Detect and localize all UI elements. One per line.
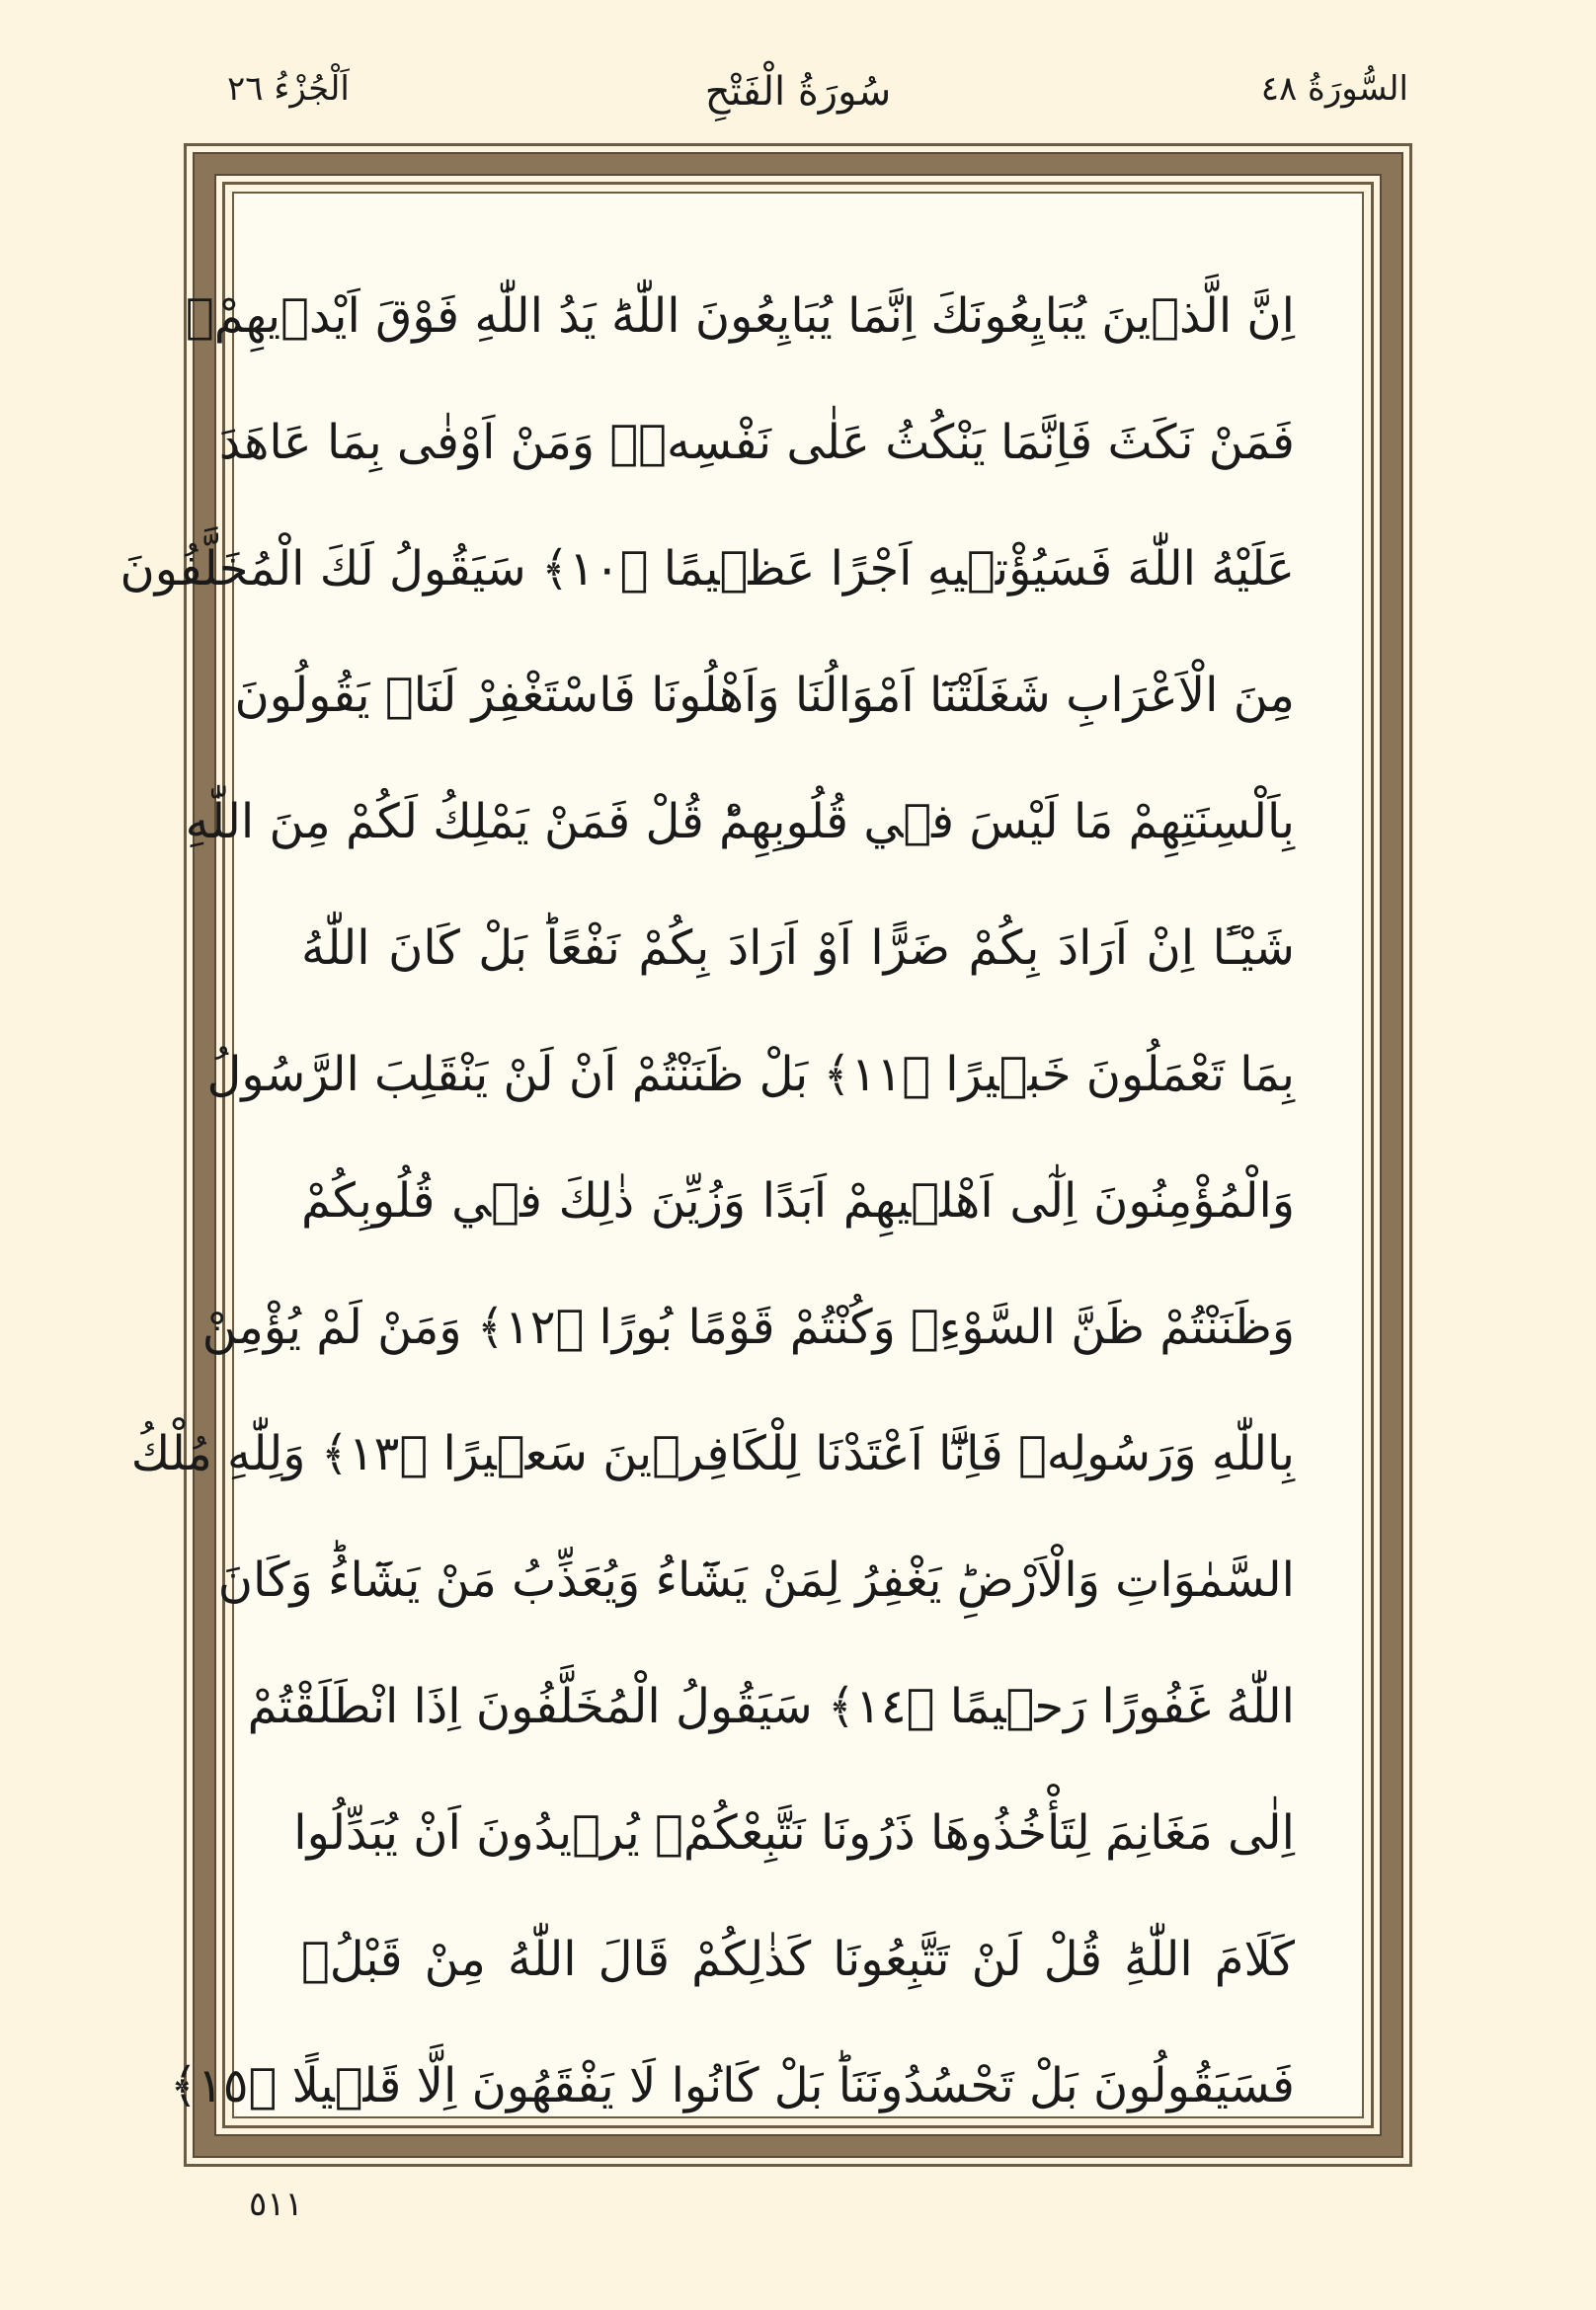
text-line-1: اِنَّ الَّذ۪ينَ يُبَايِعُونَكَ اِنَّمَا يُبَايِعُونَ اللّٰهَؕ يَدُ اللّٰهِ فَوْقَ اَيْد۪يهِمْۚ [185,288,1295,344]
text-line-13: اِلٰى مَغَانِمَ لِتَأْخُذُوهَا ذَرُونَا نَتَّبِعْكُمْۚ يُر۪يدُونَ اَنْ يُبَدِّلُوا [293,1805,1295,1861]
verse-text-block [120,253,1295,2113]
text-line-3: عَلَيْهُ اللّٰهَ فَسَيُؤْت۪يهِ اَجْرًا عَظ۪يمًا ﴿١٠﴾ سَيَقُولُ لَكَ الْمُخَلَّفُونَ [120,541,1295,597]
text-line-7: بِمَا تَعْمَلُونَ خَب۪يرًا ﴿١١﴾ بَلْ ظَنَنْتُمْ اَنْ لَنْ يَنْقَلِبَ الرَّسُولُ [206,1047,1295,1102]
text-line-15: فَسَيَقُولُونَ بَلْ تَحْسُدُونَنَاؕ بَلْ كَانُوا لَا يَفْقَهُونَ اِلَّا قَل۪يلًا ﴿١٥﴾ [169,2058,1295,2113]
text-line-2: فَمَنْ نَكَثَ فَاِنَّمَا يَنْكُثُ عَلٰى نَفْسِه۪ۚ وَمَنْ اَوْفٰى بِمَا عَاهَدَ [218,415,1295,470]
surah-title: سُورَةُ الْفَتْحِ [704,69,892,115]
text-panel [120,192,1364,2118]
text-line-4: مِنَ الْاَعْرَابِ شَغَلَتْنَٓا اَمْوَالُنَا وَاَهْلُونَا فَاسْتَغْفِرْ لَنَاۚ يَقُولُونَ [234,668,1295,723]
text-line-8: وَالْمُؤْمِنُونَ اِلٰٓى اَهْل۪يهِمْ اَبَدًا وَزُيِّنَ ذٰلِكَ ف۪ي قُلُوبِكُمْ [301,1173,1295,1229]
text-line-14: كَلَامَ اللّٰهِؕ قُلْ لَنْ تَتَّبِعُونَا كَذٰلِكُمْ قَالَ اللّٰهُ مِنْ قَبْلُۚ [301,1932,1295,1987]
text-line-12: اللّٰهُ غَفُورًا رَح۪يمًا ﴿١٤﴾ سَيَقُولُ الْمُخَلَّفُونَ اِذَا انْطَلَقْتُمْ [247,1679,1295,1734]
page-header [188,69,1408,128]
juz-label: اَلْجُزْءُ ٢٦ [227,69,350,109]
text-line-5: بِاَلْسِنَتِهِمْ مَا لَيْسَ ف۪ي قُلُوبِهِمْؕ قُلْ فَمَنْ يَمْلِكُ لَكُمْ مِنَ اللّٰهِ [185,794,1295,849]
text-line-6: شَيْـًٔا اِنْ اَرَادَ بِكُمْ ضَرًّا اَوْ اَرَادَ بِكُمْ نَفْعًاؕ بَلْ كَانَ اللّٰهُ [301,920,1295,976]
page-frame [120,143,1412,2167]
surah-number: السُّورَةُ ٤٨ [1260,69,1408,109]
text-line-9: وَظَنَنْتُمْ ظَنَّ السَّوْءِۚ وَكُنْتُمْ قَوْمًا بُورًا ﴿١٢﴾ وَمَنْ لَمْ يُؤْمِنْ [201,1300,1295,1355]
text-line-10: بِاللّٰهِ وَرَسُولِه۪ فَاِنَّٓا اَعْتَدْنَا لِلْكَافِر۪ينَ سَع۪يرًا ﴿١٣﴾ وَلِلّٰهِ مُلْكُ [130,1426,1295,1481]
page-number: ٥١١ [249,2185,303,2224]
text-line-11: السَّمٰوَاتِ وَالْاَرْضِؕ يَغْفِرُ لِمَنْ يَشَٓاءُ وَيُعَذِّبُ مَنْ يَشَٓاءُؕ وَكَانَ [217,1553,1295,1608]
